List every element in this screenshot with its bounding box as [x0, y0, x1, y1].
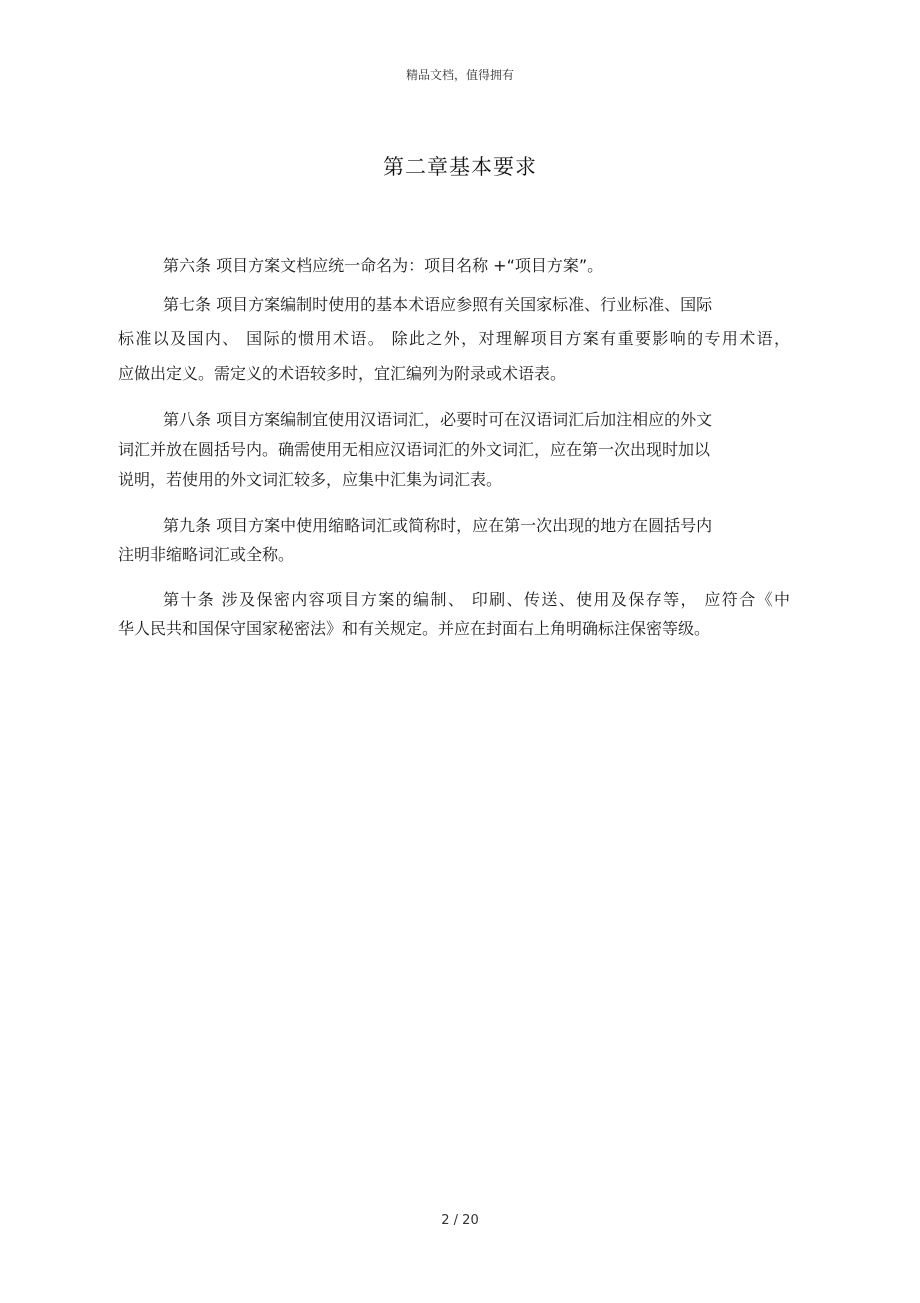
article-6-line-1: 第六条 项目方案文档应统一命名为：项目名称 +“项目方案”。 — [163, 256, 604, 275]
article-9-line-2: 注明非缩略词汇或全称。 — [118, 545, 295, 564]
article-9-line-1: 第九条 项目方案中使用缩略词汇或简称时，应在第一次出现的地方在圆括号内 — [163, 516, 713, 535]
chapter-title: 第二章基本要求 — [383, 155, 537, 179]
article-8-line-2: 词汇并放在圆括号内。确需使用无相应汉语词汇的外文词汇，应在第一次出现时加以 — [118, 440, 711, 459]
article-10-line-1: 第十条 涉及保密内容项目方案的编制、 印刷、传送、使用及保存等， 应符合《中 — [163, 590, 790, 609]
article-7-line-2: 标准以及国内、 国际的惯用术语。 除此之外，对理解项目方案有重要影响的专用术语， — [118, 329, 790, 348]
article-7-line-3: 应做出定义。需定义的术语较多时，宜汇编列为附录或术语表。 — [118, 364, 567, 383]
article-7-line-1: 第七条 项目方案编制时使用的基本术语应参照有关国家标准、行业标准、国际 — [163, 295, 713, 314]
page-header: 精品文档，值得拥有 — [405, 68, 514, 82]
page-number: 2 / 20 — [441, 1213, 479, 1228]
article-8-line-3: 说明，若使用的外文词汇较多，应集中汇集为词汇表。 — [118, 470, 503, 489]
article-10-line-2: 华人民共和国保守国家秘密法》和有关规定。并应在封面右上角明确标注保密等级。 — [118, 619, 711, 638]
article-8-line-1: 第八条 项目方案编制宜使用汉语词汇，必要时可在汉语词汇后加注相应的外文 — [163, 410, 713, 429]
